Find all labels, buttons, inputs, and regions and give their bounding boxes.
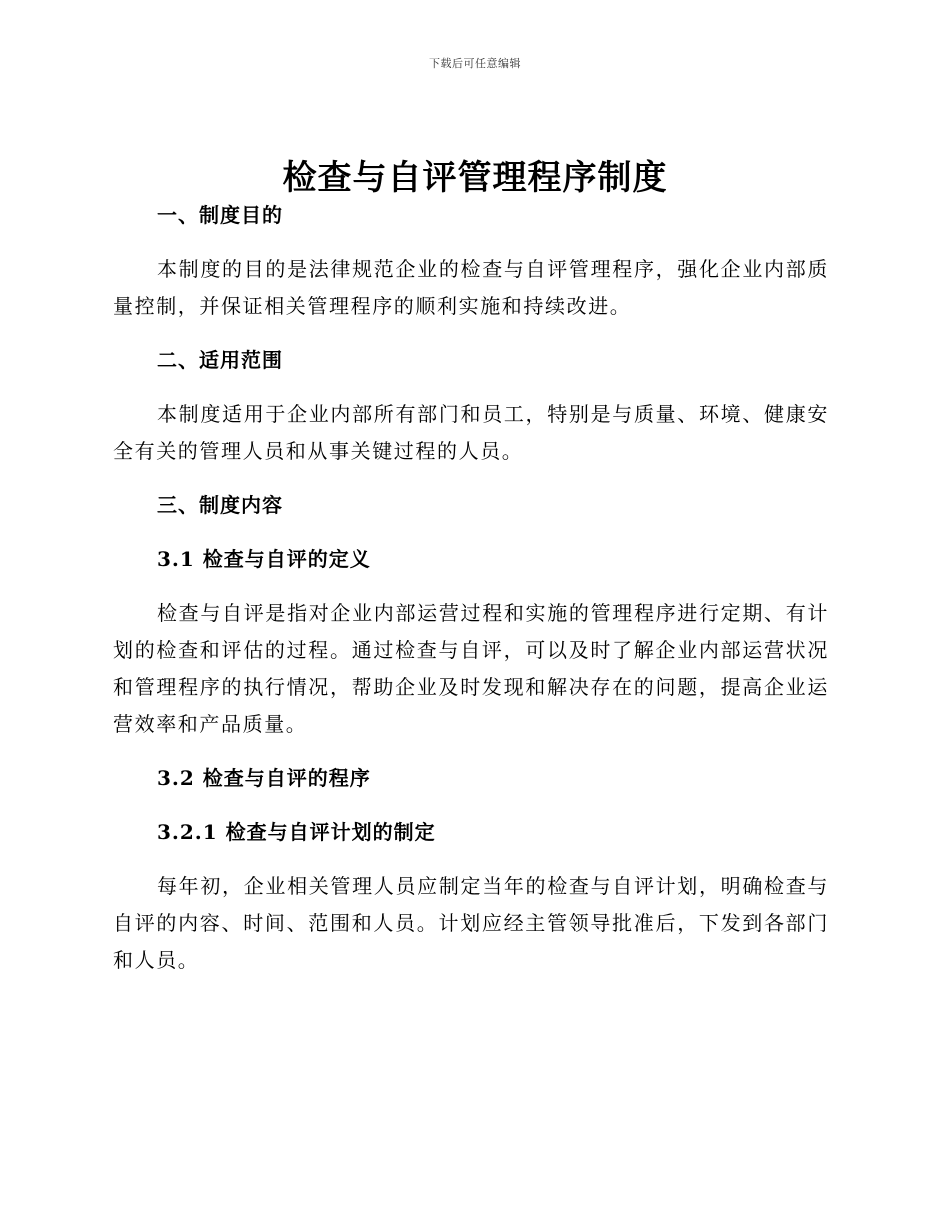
subsection-heading-3-1: 3.1 检查与自评的定义 — [157, 547, 371, 571]
section-heading-purpose: 一、制度目的 — [157, 203, 283, 227]
section-heading-scope: 二、适用范围 — [157, 348, 283, 372]
subsection-heading-3-2: 3.2 检查与自评的程序 — [157, 766, 371, 790]
paragraph-purpose: 本制度的目的是法律规范企业的检查与自评管理程序，强化企业内部质量控制，并保证相关管理程序的顺利实施和持续改进。 — [113, 257, 829, 318]
subsection-heading-3-2-1: 3.2.1 检查与自评计划的制定 — [157, 820, 436, 844]
paragraph-definition: 检查与自评是指对企业内部运营过程和实施的管理程序进行定期、有计划的检查和评估的过程。通过检查与自评，可以及时了解企业内部运营状况和管理程序的执行情况，帮助企业及时发现和解决存在的问题，提高企业运营效率和产品质量。 — [113, 601, 829, 736]
paragraph-scope: 本制度适用于企业内部所有部门和员工，特别是与质量、环境、健康安全有关的管理人员和从事关键过程的人员。 — [113, 402, 829, 463]
paragraph-plan: 每年初，企业相关管理人员应制定当年的检查与自评计划，明确检查与自评的内容、时间、范围和人员。计划应经主管领导批准后，下发到各部门和人员。 — [113, 874, 829, 972]
page-title: 检查与自评管理程序制度 — [282, 158, 668, 198]
document-body — [113, 196, 829, 979]
section-heading-content: 三、制度内容 — [157, 493, 283, 517]
header-note: 下载后可任意编辑 — [429, 57, 521, 70]
